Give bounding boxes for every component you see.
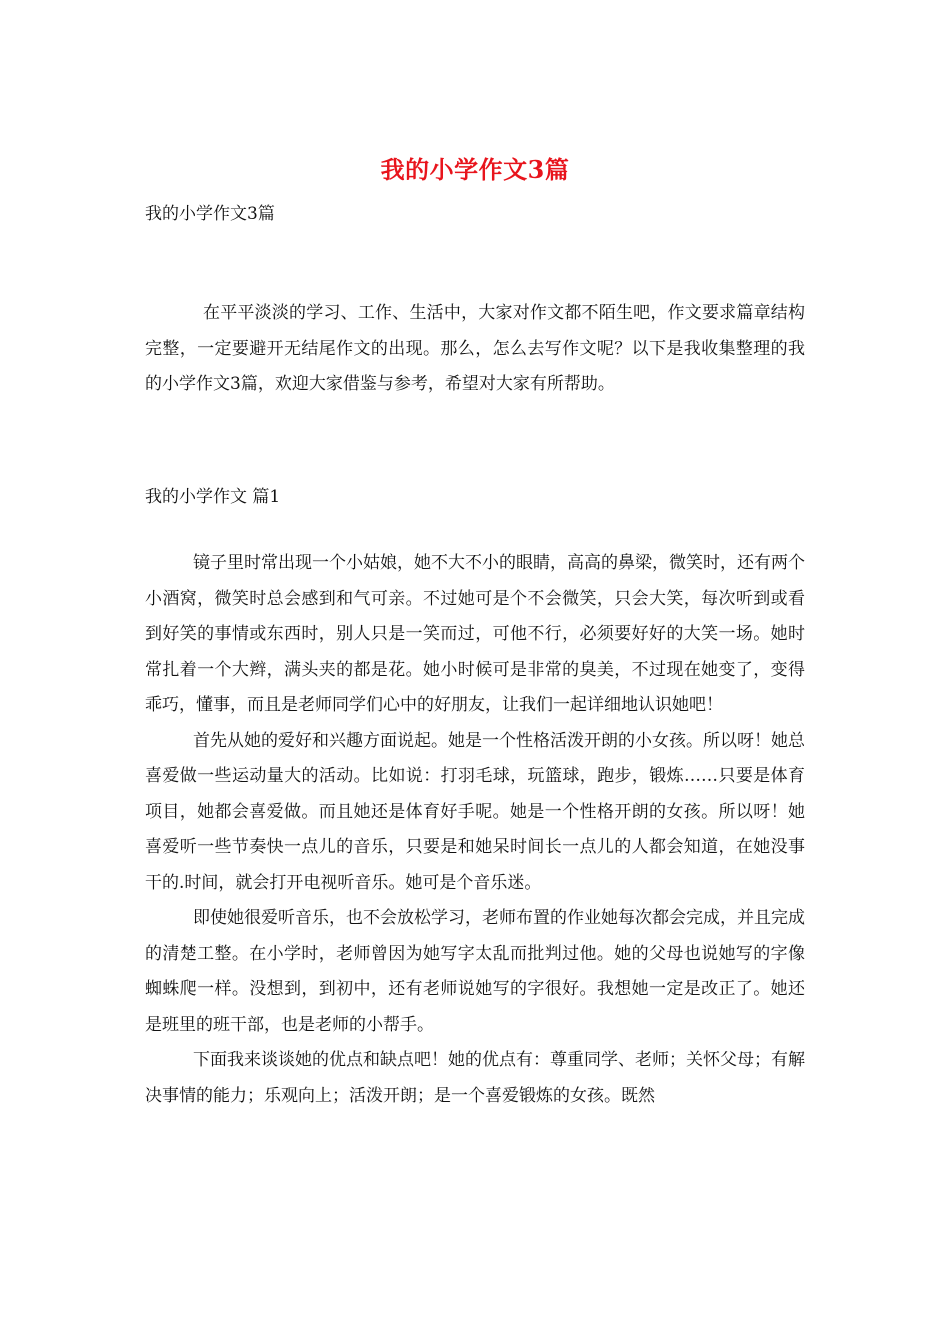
document-title: 我的小学作文3篇 <box>380 155 570 184</box>
body-paragraph: 首先从她的爱好和兴趣方面说起。她是一个性格活泼开朗的小女孩。所以呀！她总喜爱做一些运动量大的活动。比如说：打羽毛球，玩篮球，跑步，锻炼……只要是体育项目，她都会喜爱做。而且她还是体育好手呢。她是一个性格开朗的女孩。所以呀！她喜爱听一些节奏快一点儿的音乐，只要是和她呆时间长一点儿的人都会知道，在她没事干的.时间，就会打开电视听音乐。她可是个音乐迷。 <box>145 730 805 893</box>
body-paragraph: 即使她很爱听音乐，也不会放松学习，老师布置的作业她每次都会完成，并且完成的清楚工整。在小学时，老师曾因为她写字太乱而批判过他。她的父母也说她写的字像蜘蛛爬一样。没想到，到初中，还有老师说她写的字很好。我想她一定是改正了。她还是班里的班干部，也是老师的小帮手。 <box>145 908 805 1035</box>
body-paragraph: 下面我来谈谈她的优点和缺点吧！她的优点有：尊重同学、老师；关怀父母；有解决事情的能力；乐观向上；活泼开朗；是一个喜爱锻炼的女孩。既然 <box>145 1050 805 1106</box>
document-subtitle: 我的小学作文3篇 <box>145 204 275 224</box>
intro-paragraph: 在平平淡淡的学习、工作、生活中，大家对作文都不陌生吧，作文要求篇章结构完整，一定要避开无结尾作文的出现。那么，怎么去写作文呢？以下是我收集整理的我的小学作文3篇，欢迎大家借鉴与参考，希望对大家有所帮助。 <box>145 303 805 394</box>
essay-body <box>145 546 805 1114</box>
section-heading: 我的小学作文 篇1 <box>145 487 281 507</box>
body-paragraph: 镜子里时常出现一个小姑娘，她不大不小的眼睛，高高的鼻梁，微笑时，还有两个小酒窝，微笑时总会感到和气可亲。不过她可是个不会微笑，只会大笑，每次听到或看到好笑的事情或东西时，别人只是一笑而过，可他不行，必须要好好的大笑一场。她时常扎着一个大辫，满头夹的都是花。她小时候可是非常的臭美，不过现在她变了，变得乖巧，懂事，而且是老师同学们心中的好朋友，让我们一起详细地认识她吧！ <box>145 553 805 715</box>
